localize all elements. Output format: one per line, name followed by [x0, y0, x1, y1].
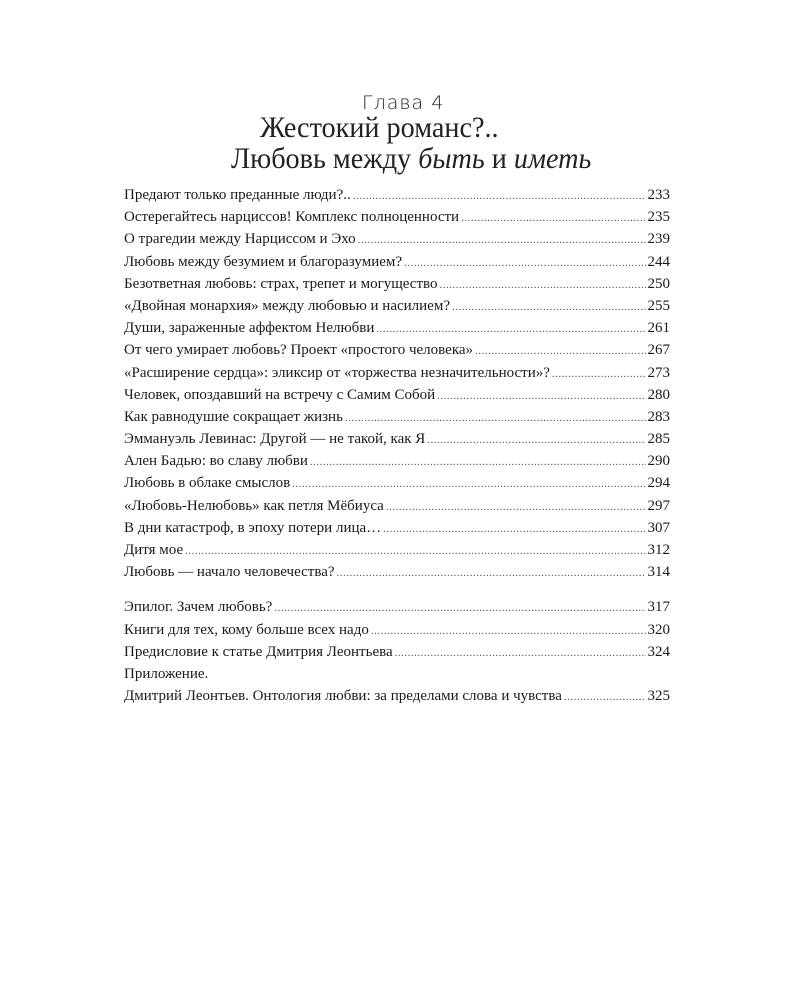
toc-entry-title: Эммануэль Левинас: Другой — не такой, как Я — [124, 431, 426, 448]
toc-entry — [124, 384, 670, 406]
toc-entry-title: От чего умирает любовь? Проект «простого человека» — [124, 342, 474, 359]
toc-entry — [124, 561, 670, 583]
toc-leader-dots — [395, 642, 646, 664]
toc-entry-title: Дмитрий Леонтьев. Онтология любви: за пределами слова и чувства — [124, 688, 562, 705]
toc-leader-dots — [358, 229, 646, 251]
toc-leader-dots — [371, 620, 646, 642]
chapter-label: Глава 4 — [362, 92, 445, 114]
toc-entry-page: 283 — [647, 408, 670, 425]
toc-entry-page: 324 — [647, 643, 670, 660]
toc-entry — [124, 317, 670, 339]
toc-entry-page: 280 — [647, 386, 670, 403]
toc-leader-dots — [564, 686, 646, 708]
toc-entry-page: 239 — [647, 231, 670, 248]
toc-entry-title: Ален Бадью: во славу любви — [124, 453, 308, 470]
toc-entry — [124, 362, 670, 384]
title-line2-italic-be: быть — [418, 142, 485, 175]
toc-entry-page: 261 — [647, 320, 670, 337]
toc-entry-page: 317 — [647, 599, 670, 616]
toc-entry — [124, 685, 670, 707]
toc-entry-title: Предают только преданные люди?.. — [124, 187, 351, 203]
toc-entry-title: Любовь между безумием и благоразумием? — [124, 253, 403, 270]
toc-leader-dots — [437, 385, 645, 407]
toc-leader-dots — [427, 429, 645, 451]
toc-leader-dots — [310, 451, 646, 473]
toc-entry — [124, 228, 670, 250]
toc-entry-title: Безответная любовь: страх, трепет и могущество — [124, 275, 438, 292]
toc-entry — [124, 517, 670, 539]
toc-entry-title: Эпилог. Зачем любовь? — [124, 599, 273, 616]
chapter-title-line2 — [231, 142, 591, 176]
toc-entry-page: 307 — [647, 519, 670, 536]
toc-entry — [124, 273, 670, 295]
toc-leader-dots — [440, 274, 646, 296]
toc-entry — [124, 495, 670, 517]
chapter-title-line1: Жестокий романс?.. — [260, 111, 499, 144]
toc-entry — [124, 596, 670, 618]
toc-entry — [124, 406, 670, 428]
toc-leader-dots — [461, 207, 645, 229]
toc-entry-page: 273 — [647, 364, 670, 381]
back-matter-entries — [124, 596, 670, 663]
toc-entry-title: Остерегайтесь нарциссов! Комплекс полноценности — [124, 209, 460, 226]
appendix-label: Приложение. — [124, 665, 209, 682]
toc-entry — [124, 641, 670, 663]
toc-entry-title: В дни катастроф, в эпоху потери лица… — [124, 519, 382, 536]
toc-entry-title: О трагедии между Нарциссом и Эхо — [124, 231, 356, 248]
toc-entry-title: Любовь — начало человечества? — [124, 564, 335, 581]
title-line2-middle: и — [484, 142, 514, 175]
title-line2-start: Любовь между — [231, 142, 419, 175]
toc-entry-page: 312 — [647, 542, 670, 558]
toc-leader-dots — [386, 496, 646, 518]
toc-entry-page: 297 — [647, 497, 670, 514]
toc-entry-page: 294 — [647, 475, 670, 492]
toc-entry-title: Книги для тех, кому больше всех надо — [124, 621, 369, 638]
toc-entry — [124, 472, 670, 494]
toc-leader-dots — [404, 252, 645, 274]
toc-entry — [124, 450, 670, 472]
toc-entry-page: 314 — [647, 564, 670, 581]
toc-entry-title: Как равнодушие сокращает жизнь — [124, 408, 343, 425]
toc-leader-dots — [274, 597, 645, 619]
toc-entry — [124, 428, 670, 450]
toc-entry — [124, 539, 670, 561]
title-line2-italic-have: иметь — [513, 142, 592, 175]
toc-entry-page: 250 — [647, 275, 670, 292]
toc-entry-title: Души, зараженные аффектом Нелюбви — [124, 320, 375, 337]
toc-leader-dots — [552, 363, 646, 385]
toc-leader-dots — [292, 473, 645, 495]
toc-leader-dots — [337, 562, 646, 584]
toc-entry-page: 233 — [647, 187, 670, 203]
toc-entry-page: 244 — [647, 253, 670, 270]
toc-leader-dots — [353, 185, 646, 207]
toc-entry — [124, 206, 670, 228]
toc-entry-title: «Расширение сердца»: эликсир от «торжества незначительности»? — [124, 364, 550, 381]
toc-entry-page: 285 — [647, 431, 670, 448]
table-of-contents — [124, 184, 670, 707]
toc-entry — [124, 295, 670, 317]
toc-entry-page: 290 — [647, 453, 670, 470]
toc-entry-page: 325 — [647, 688, 670, 705]
toc-entry — [124, 251, 670, 273]
toc-entry-page: 320 — [647, 621, 670, 638]
toc-entry-page: 235 — [647, 209, 670, 226]
toc-entry — [124, 184, 670, 206]
toc-leader-dots — [185, 540, 645, 562]
toc-entry-page: 255 — [647, 297, 670, 314]
toc-entry-title: «Двойная монархия» между любовью и насилием? — [124, 297, 450, 314]
toc-entry-title: «Любовь-Нелюбовь» как петля Мёбиуса — [124, 497, 384, 514]
toc-leader-dots — [452, 296, 646, 318]
toc-entry-page: 267 — [647, 342, 670, 359]
toc-entry-title: Дитя мое — [124, 542, 184, 558]
toc-entry-title: Человек, опоздавший на встречу с Самим Собой — [124, 386, 436, 403]
toc-leader-dots — [383, 518, 645, 540]
toc-leader-dots — [345, 407, 646, 429]
toc-gap — [124, 583, 670, 596]
toc-leader-dots — [475, 340, 645, 362]
toc-entry — [124, 339, 670, 361]
toc-leader-dots — [376, 318, 645, 340]
chapter-entries — [124, 184, 670, 583]
toc-entry-title: Предисловие к статье Дмитрия Леонтьева — [124, 643, 393, 660]
toc-entry — [124, 619, 670, 641]
toc-entry-title: Любовь в облаке смыслов — [124, 475, 291, 492]
